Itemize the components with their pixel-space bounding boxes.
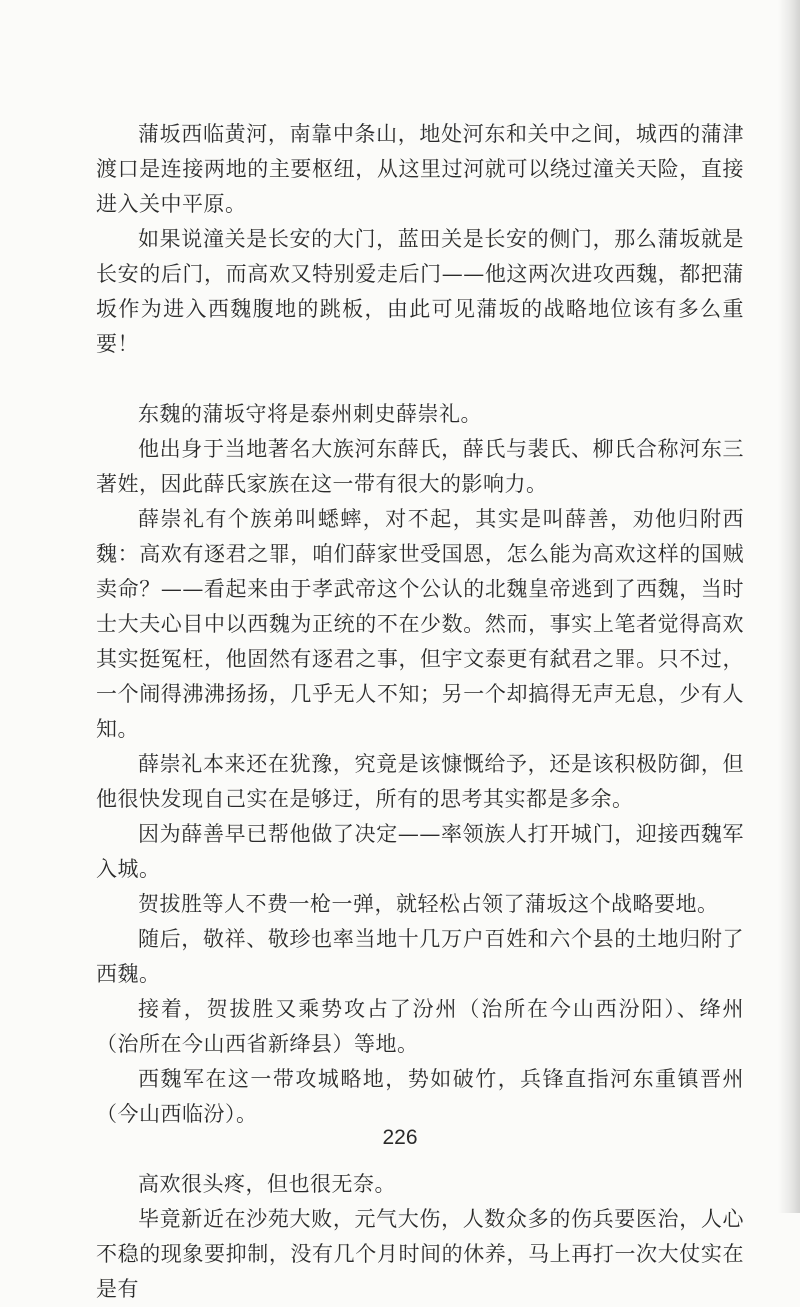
section-break [96, 362, 744, 397]
paragraph: 高欢很头疼，但也很无奈。 [138, 1172, 396, 1196]
paragraph: 薛崇礼有个族弟叫蟋蟀，对不起，其实是叫薛善，劝他归附西魏：高欢有逐君之罪，咱们薛家世受国恩，怎么能为高欢这样的国贼卖命？——看起来由于孝武帝这个公认的北魏皇帝逃到了西魏，当时士大夫心目中以西魏为正统的不在少数。然而，事实上笔者觉得高欢其实挺冤枉，他固然有逐君之事，但宇文泰更有弑君之罪。只不过，一个闹得沸沸扬扬，几乎无人不知；另一个却搞得无声无息，少有人知。 [96, 507, 744, 741]
paragraph: 贺拔胜等人不费一枪一弹，就轻松占领了蒲坂这个战略要地。 [138, 892, 719, 916]
paragraph: 薛崇礼本来还在犹豫，究竟是该慷慨给予，还是该积极防御，但他很快发现自己实在是够迂，所有的思考其实都是多余。 [96, 752, 744, 811]
page-number: 226 [382, 1126, 418, 1149]
paragraph: 随后，敬祥、敬珍也率当地十几万户百姓和六个县的土地归附了西魏。 [96, 927, 744, 986]
page-edge-shadow [778, 0, 800, 1213]
paragraph: 如果说潼关是长安的大门，蓝田关是长安的侧门，那么蒲坂就是长安的后门，而高欢又特别爱走后门——他这两次进攻西魏，都把蒲坂作为进入西魏腹地的跳板，由此可见蒲坂的战略地位该有多么重要！ [96, 227, 744, 356]
paragraph: 蒲坂西临黄河，南靠中条山，地处河东和关中之间，城西的蒲津渡口是连接两地的主要枢纽，从这里过河就可以绕过潼关天险，直接进入关中平原。 [96, 122, 744, 216]
paragraph: 西魏军在这一带攻城略地，势如破竹，兵锋直指河东重镇晋州（今山西临汾）。 [96, 1067, 744, 1126]
paragraph: 他出身于当地著名大族河东薛氏，薛氏与裴氏、柳氏合称河东三著姓，因此薛氏家族在这一带有很大的影响力。 [96, 437, 744, 496]
paragraph: 接着，贺拔胜又乘势攻占了汾州（治所在今山西汾阳）、绛州（治所在今山西省新绛县）等地。 [96, 997, 744, 1056]
paragraph: 毕竟新近在沙苑大败，元气大伤，人数众多的伤兵要医治，人心不稳的现象要抑制，没有几个月时间的休养，马上再打一次大仗实在是有 [96, 1207, 744, 1301]
paragraph: 因为薛善早已帮他做了决定——率领族人打开城门，迎接西魏军入城。 [96, 822, 744, 881]
paragraph: 东魏的蒲坂守将是泰州刺史薛崇礼。 [138, 402, 482, 426]
